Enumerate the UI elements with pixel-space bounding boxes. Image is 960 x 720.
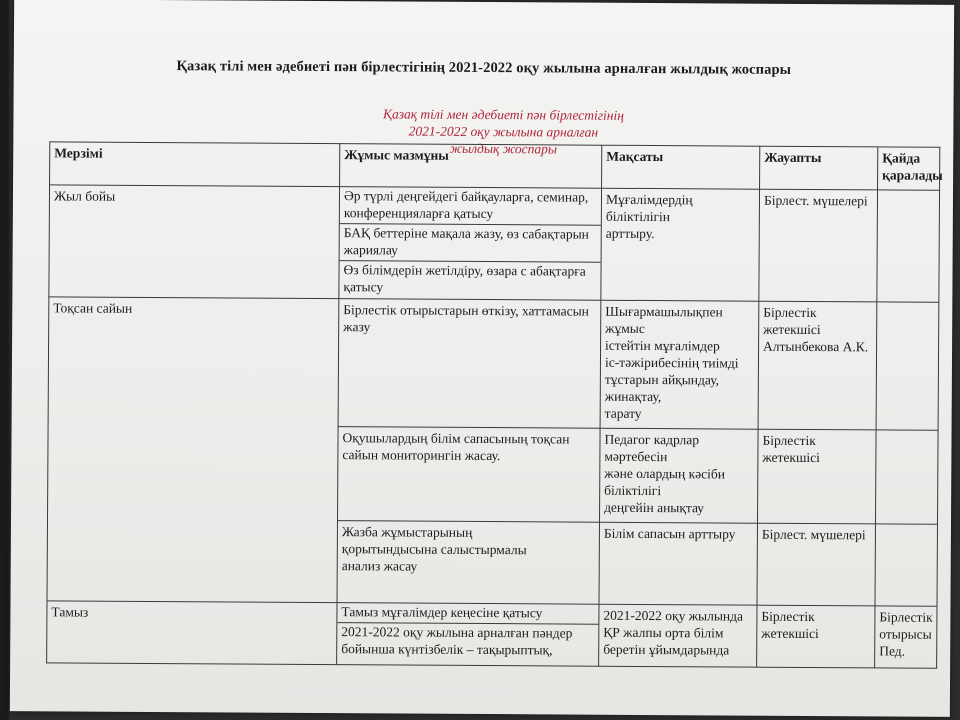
goal-cell: Білім сапасын арттыру: [599, 522, 757, 605]
table-row: [48, 297, 939, 430]
where-cell: [876, 302, 939, 430]
header-where: Қайда қаралады: [878, 147, 940, 190]
where-cell: Бірлестік отырысы Пед.: [875, 606, 937, 668]
content-item: БАҚ беттеріне мақала жазу, өз сабақтарын жариялау: [340, 224, 601, 263]
goal-cell: Педагог кадрлар мәртебесін және олардың кәсіби біліктілігі деңгейін анықтау: [599, 428, 758, 523]
header-term: Мерзімі: [50, 142, 340, 187]
header-responsible: Жауапты: [760, 146, 878, 190]
term-cell: Тоқсан сайын: [47, 297, 339, 603]
responsible-cell: Бірлестік жетекшісі Алтынбекова А.К.: [758, 301, 877, 430]
table-header-row: [50, 142, 940, 190]
goal-cell: Мұғалімдердің біліктілігін арттыру.: [601, 188, 760, 301]
content-cell: Оқушылардың білім сапасының тоқсан сайын мониторингін жасау.: [338, 427, 601, 523]
term-cell: Жыл бойы: [49, 185, 340, 299]
goal-cell: Шығармашылықпен жұмыс істейтін мұғалімдер іс-тәжірибесінің тиімді тұстарын айқындау, жинақтау, тарату: [600, 300, 759, 429]
where-cell: [875, 430, 938, 524]
content-item: Өз білімдерін жетілдіру, өзара с абақтарға қатысу: [343, 262, 586, 295]
content-cell: [337, 603, 599, 667]
content-item: 2021-2022 оқу жылына арналған пәндер бойынша күнтізбелік – тақырыптық,: [341, 624, 573, 658]
responsible-cell: Бірлестік жетекшісі: [757, 429, 876, 524]
content-cell: Жазба жұмыстарының қорытындысына салыстырмалы анализ жасау: [337, 521, 599, 605]
table-row: [49, 185, 940, 302]
where-cell: [877, 190, 940, 302]
term-cell: Тамыз: [47, 601, 337, 665]
header-content: Жұмыс мазмұны: [340, 144, 602, 189]
annual-plan-table: [46, 141, 943, 668]
red-title-line: 2021-2022 оқу жылына арналған: [408, 123, 599, 140]
content-item: Әр түрлі деңгейдегі байқауларға, семинар, конференцияларға қатысу: [340, 187, 601, 226]
content-cell: Бірлестік отырыстарын өткізу, хаттамасын жазу: [338, 299, 601, 429]
document-page: [10, 0, 954, 717]
document-title: Қазақ тілі мен әдебиеті пән бірлестігінің 2021-2022 оқу жылына арналған жылдық жоспары: [176, 58, 792, 78]
table-row: [47, 601, 937, 668]
red-title-line: жылдық жоспары: [449, 140, 558, 157]
responsible-cell: Бірлестік жетекшісі: [757, 605, 875, 668]
red-title-line: Қазақ тілі мен әдебиеті пән бірлестігінің: [382, 106, 624, 123]
where-cell: [875, 524, 937, 606]
responsible-cell: Бірлест. мүшелері: [759, 189, 878, 302]
responsible-cell: Бірлест. мүшелері: [757, 523, 875, 606]
header-goal: Мақсаты: [602, 145, 760, 189]
goal-cell: 2021-2022 оқу жылында ҚР жалпы орта білім беретін ұйымдарында: [599, 604, 757, 667]
content-item: Тамыз мұғалімдер кеңесіне қатысу: [337, 603, 598, 625]
content-cell: [339, 187, 602, 301]
